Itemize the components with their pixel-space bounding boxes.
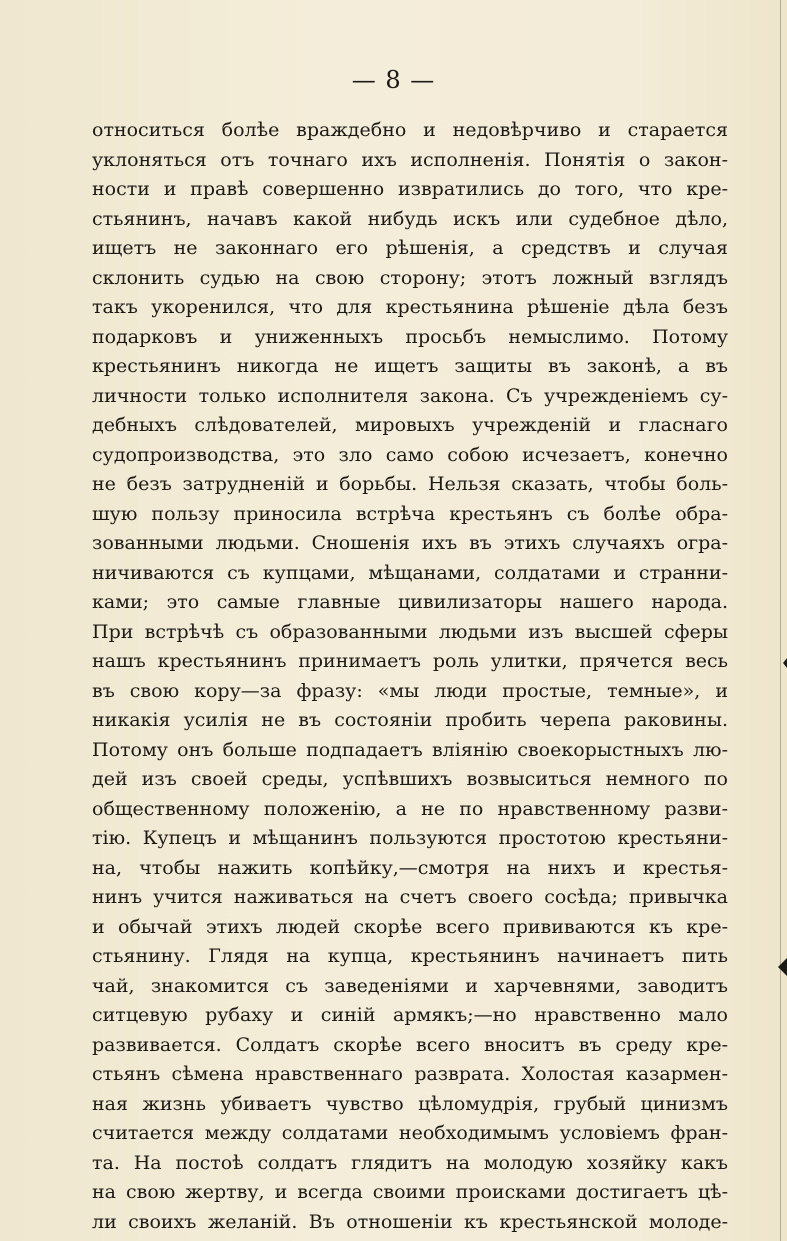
text-line: та. На постоѣ солдатъ глядитъ на молодую хозяйку какъ <box>92 1151 728 1174</box>
text-line: шую пользу приносила встрѣча крестьянъ съ болѣе обра- <box>92 502 728 525</box>
text-line: относиться болѣе враждебно и недовѣрчиво и старается <box>92 119 728 141</box>
text-line: считается между солдатами необходимымъ условіемъ фран- <box>92 1122 728 1144</box>
text-line: подарковъ и униженныхъ просьбъ немыслимо. Потому <box>92 325 728 348</box>
text-line: такъ укоренился, что для крестьянина рѣшеніе дѣла безъ <box>92 296 728 318</box>
body-text <box>92 116 728 1237</box>
page-edge-line <box>780 0 781 1241</box>
text-line: ками; это самые главные цивилизаторы нашего народа. <box>92 591 728 613</box>
text-line: зованными людьми. Сношенія ихъ въ этихъ случаяхъ огра- <box>92 532 728 554</box>
text-line: ситцевую рубаху и синій армякъ;—но нравственно мало <box>92 1004 728 1026</box>
text-line: ли своихъ желаній. Въ отношеніи къ крестьянской молоде- <box>92 1210 728 1233</box>
margin-mark-icon <box>778 958 787 976</box>
text-line: дебныхъ слѣдователей, мировыхъ учрежденій и гласнаго <box>92 414 728 436</box>
text-line: нинъ учится наживаться на счетъ своего сосѣда; привычка <box>92 886 728 908</box>
text-line: Потому онъ больше подпадаетъ вліянію своекорыстныхъ лю- <box>92 738 728 761</box>
text-line: тію. Купецъ и мѣщанинъ пользуются простотою крестьяни- <box>92 827 728 849</box>
text-line: стьянинъ, начавъ какой нибудь искъ или судебное дѣло, <box>92 207 728 230</box>
text-line: склонить судью на свою сторону; этотъ ложный взглядъ <box>92 266 728 289</box>
margin-mark-icon <box>783 658 787 668</box>
page-number: — 8 — <box>351 66 436 94</box>
text-line: развивается. Солдатъ скорѣе всего вноситъ въ среду кре- <box>92 1033 728 1056</box>
text-line: стьянъ сѣмена нравственнаго разврата. Холостая казармен- <box>92 1063 728 1085</box>
text-line: ности и правѣ совершенно извратились до того, что кре- <box>92 178 728 200</box>
text-line: никакія усилія не въ состояніи пробить черепа раковины. <box>92 709 728 731</box>
text-line: общественному положенію, а не по нравственному разви- <box>92 797 728 820</box>
text-line: крестьянинъ никогда не ищетъ защиты въ законѣ, а въ <box>92 355 728 377</box>
text-line: нашъ крестьянинъ принимаетъ роль улитки, прячется весь <box>92 650 728 672</box>
text-line: въ свою кору—за фразу: «мы люди простые, темные», и <box>92 679 728 702</box>
text-line: ная жизнь убиваетъ чувство цѣломудрія, грубый цинизмъ <box>92 1092 728 1115</box>
text-line: чай, знакомится съ заведеніями и харчевнями, заводитъ <box>92 974 728 997</box>
text-line: ничиваются съ купцами, мѣщанами, солдатами и странни- <box>92 561 728 584</box>
text-line: дей изъ своей среды, успѣвшихъ возвыситься немного по <box>92 768 728 790</box>
text-line: ищетъ не законнаго его рѣшенія, а средствъ и случая <box>92 237 728 259</box>
text-line: уклоняться отъ точнаго ихъ исполненія. Понятія о закон- <box>92 148 728 171</box>
text-line: личности только исполнителя закона. Съ учрежденіемъ су- <box>92 384 728 407</box>
text-line: судопроизводства, это зло само собою исчезаетъ, конечно <box>92 443 728 466</box>
text-line: При встрѣчѣ съ образованными людьми изъ высшей сферы <box>92 620 728 643</box>
text-line: на, чтобы нажить копѣйку,—смотря на нихъ и крестья- <box>92 856 728 879</box>
text-line: стьянину. Глядя на купца, крестьянинъ начинаетъ пить <box>92 945 728 967</box>
text-line: и обычай этихъ людей скорѣе всего прививаются къ кре- <box>92 915 728 938</box>
text-line: не безъ затрудненій и борьбы. Нельзя сказать, чтобы боль- <box>92 473 728 495</box>
text-line: на свою жертву, и всегда своими происками достигаетъ цѣ- <box>92 1181 728 1203</box>
